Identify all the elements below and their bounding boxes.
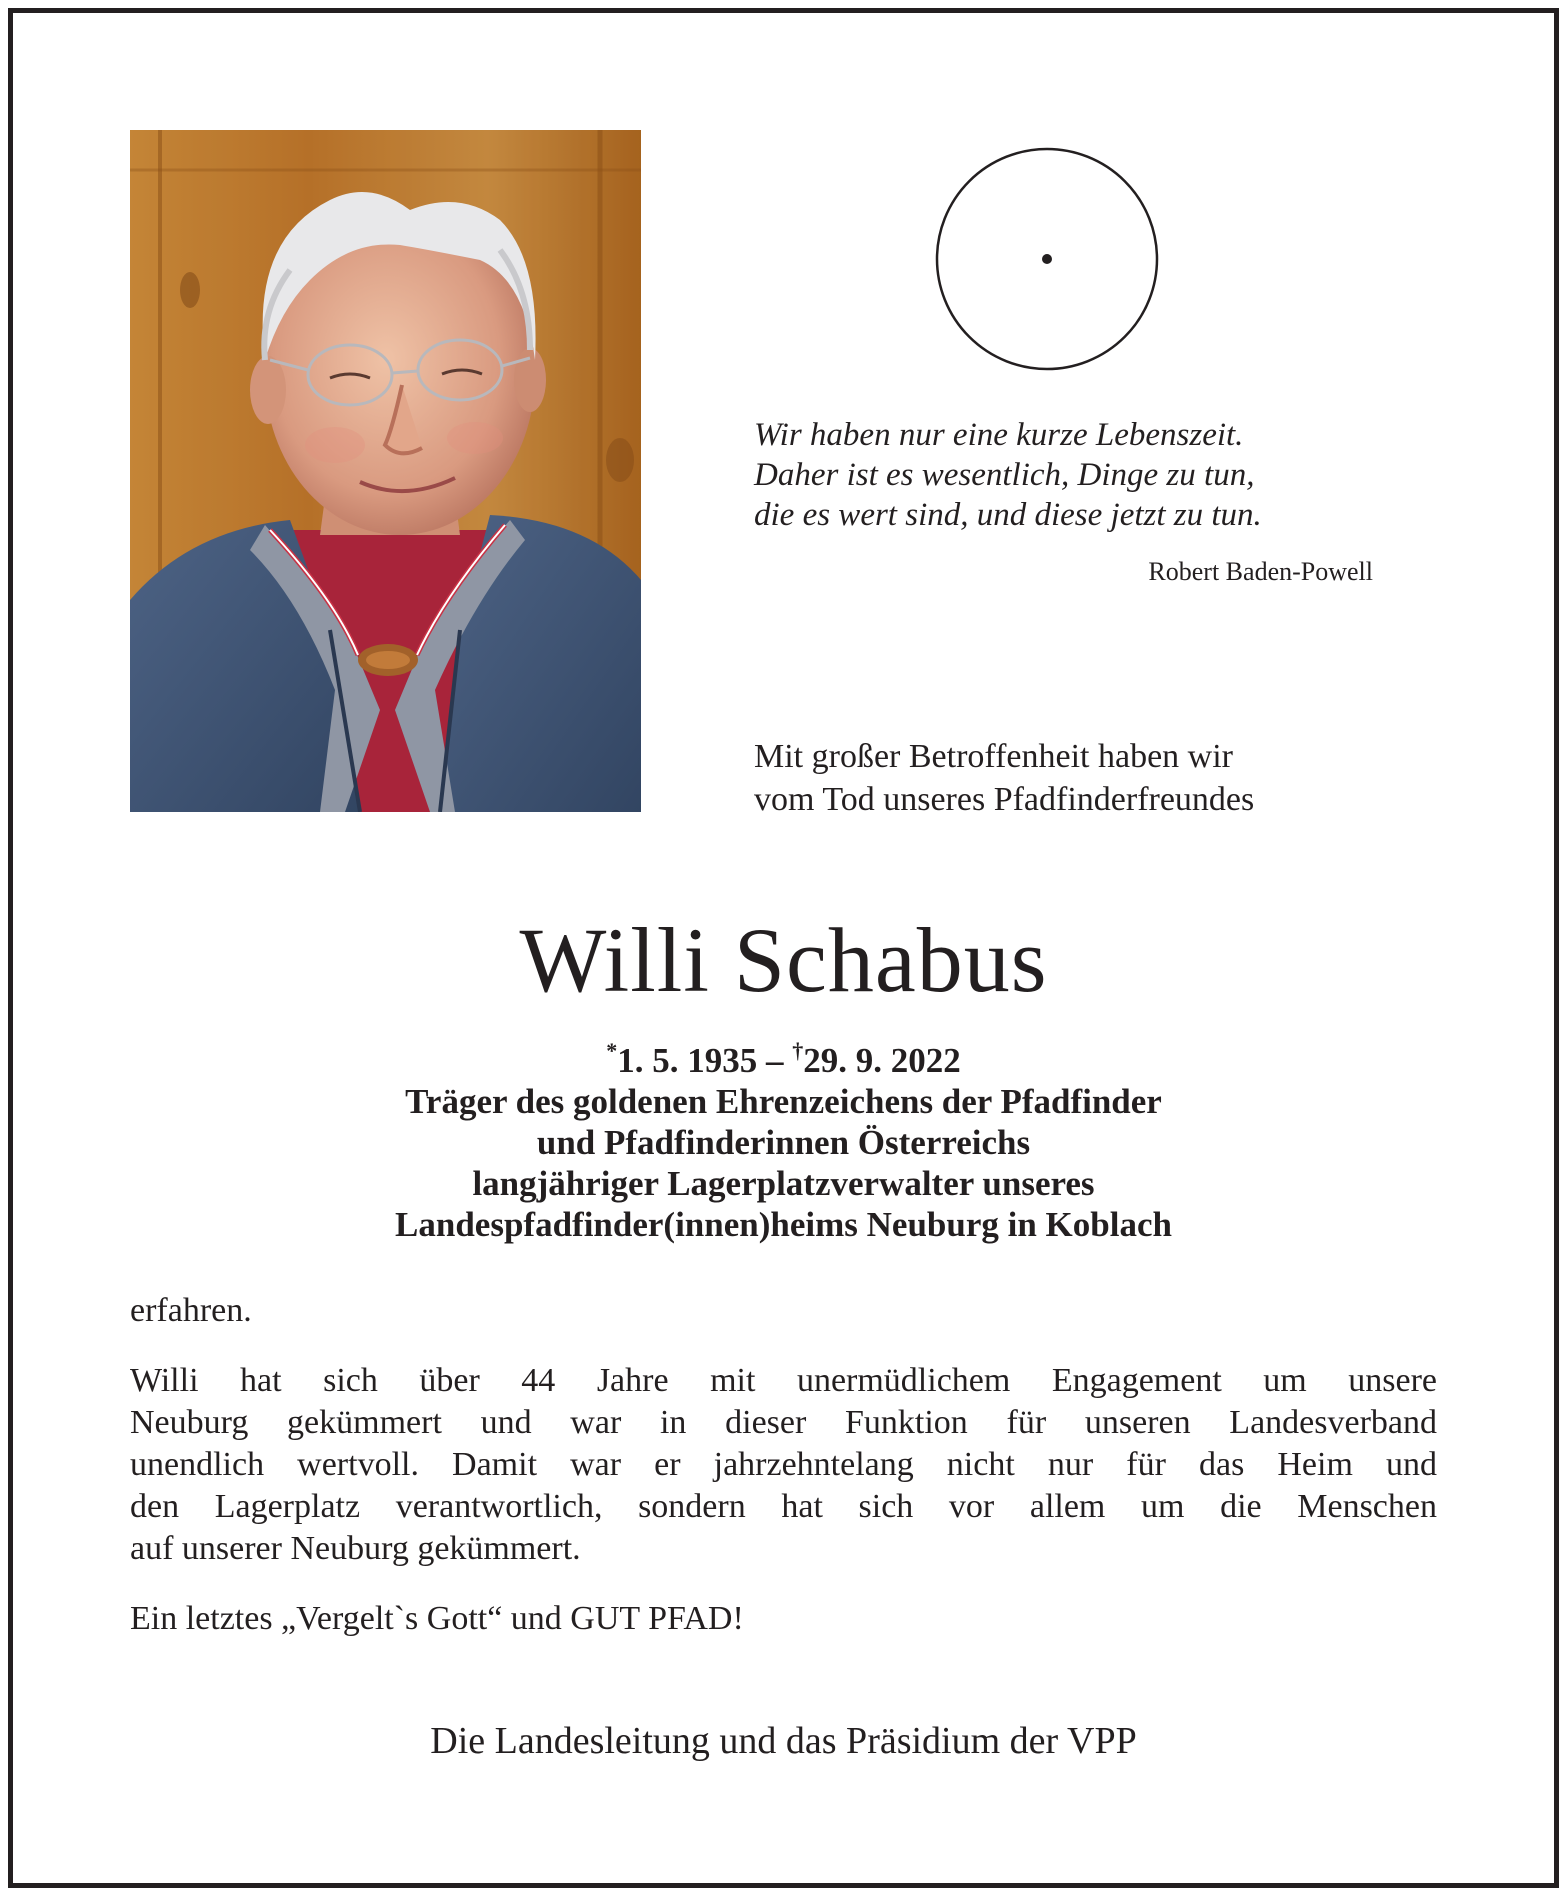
tribute-line: Neuburg gekümmert und war in dieser Funktion für unseren Landesverband bbox=[130, 1404, 1437, 1441]
tribute-line: Willi hat sich über 44 Jahre mit unermüdlichem Engagement um unsere bbox=[130, 1362, 1437, 1399]
deceased-name: Willi Schabus bbox=[519, 909, 1048, 1011]
death-date: 29. 9. 2022 bbox=[803, 1041, 961, 1080]
quote bbox=[754, 415, 1394, 535]
quote-line: die es wert sind, und diese jetzt zu tun. bbox=[754, 497, 1262, 533]
death-symbol: † bbox=[792, 1038, 804, 1063]
portrait-illustration bbox=[130, 130, 641, 812]
tribute-line: den Lagerplatz verantwortlich, sondern hat sich vor allem um die Menschen bbox=[130, 1488, 1437, 1525]
quote-line: Daher ist es wesentlich, Dinge zu tun, bbox=[754, 457, 1255, 493]
circle-dot-icon bbox=[934, 146, 1160, 372]
intro-line: Mit großer Betroffenheit haben wir bbox=[754, 738, 1234, 775]
tribute-line: auf unserer Neuburg gekümmert. bbox=[130, 1530, 581, 1567]
quote-line: Wir haben nur eine kurze Lebenszeit. bbox=[754, 417, 1244, 453]
tribute-line: unendlich wertvoll. Damit war er jahrzehntelang nicht nur für das Heim und bbox=[130, 1446, 1437, 1483]
closing-intro: erfahren. bbox=[130, 1292, 252, 1329]
quote-author: Robert Baden-Powell bbox=[1148, 557, 1373, 586]
honor-line: und Pfadfinderinnen Österreichs bbox=[536, 1123, 1031, 1162]
honor-line: Träger des goldenen Ehrenzeichens der Pfadfinder bbox=[405, 1082, 1162, 1121]
scout-circle-symbol bbox=[934, 146, 1160, 372]
honor-line: Landespfadfinder(innen)heims Neuburg in Koblach bbox=[395, 1205, 1172, 1244]
farewell: Ein letztes „Vergelt`s Gott“ und GUT PFAD! bbox=[130, 1600, 744, 1637]
honor-line: langjähriger Lagerplatzverwalter unseres bbox=[472, 1164, 1095, 1203]
birth-date: 1. 5. 1935 bbox=[617, 1041, 758, 1080]
date-separator: – bbox=[757, 1041, 793, 1080]
body-text bbox=[130, 1290, 1437, 1668]
portrait-photo bbox=[130, 130, 641, 812]
honors-block bbox=[0, 1040, 1567, 1245]
intro-text bbox=[754, 735, 1434, 821]
tribute-paragraph bbox=[130, 1360, 1437, 1570]
signature: Die Landesleitung und das Präsidium der VPP bbox=[430, 1720, 1137, 1762]
life-dates bbox=[0, 1040, 1567, 1081]
birth-symbol: * bbox=[606, 1038, 618, 1063]
intro-line: vom Tod unseres Pfadfinderfreundes bbox=[754, 781, 1255, 818]
